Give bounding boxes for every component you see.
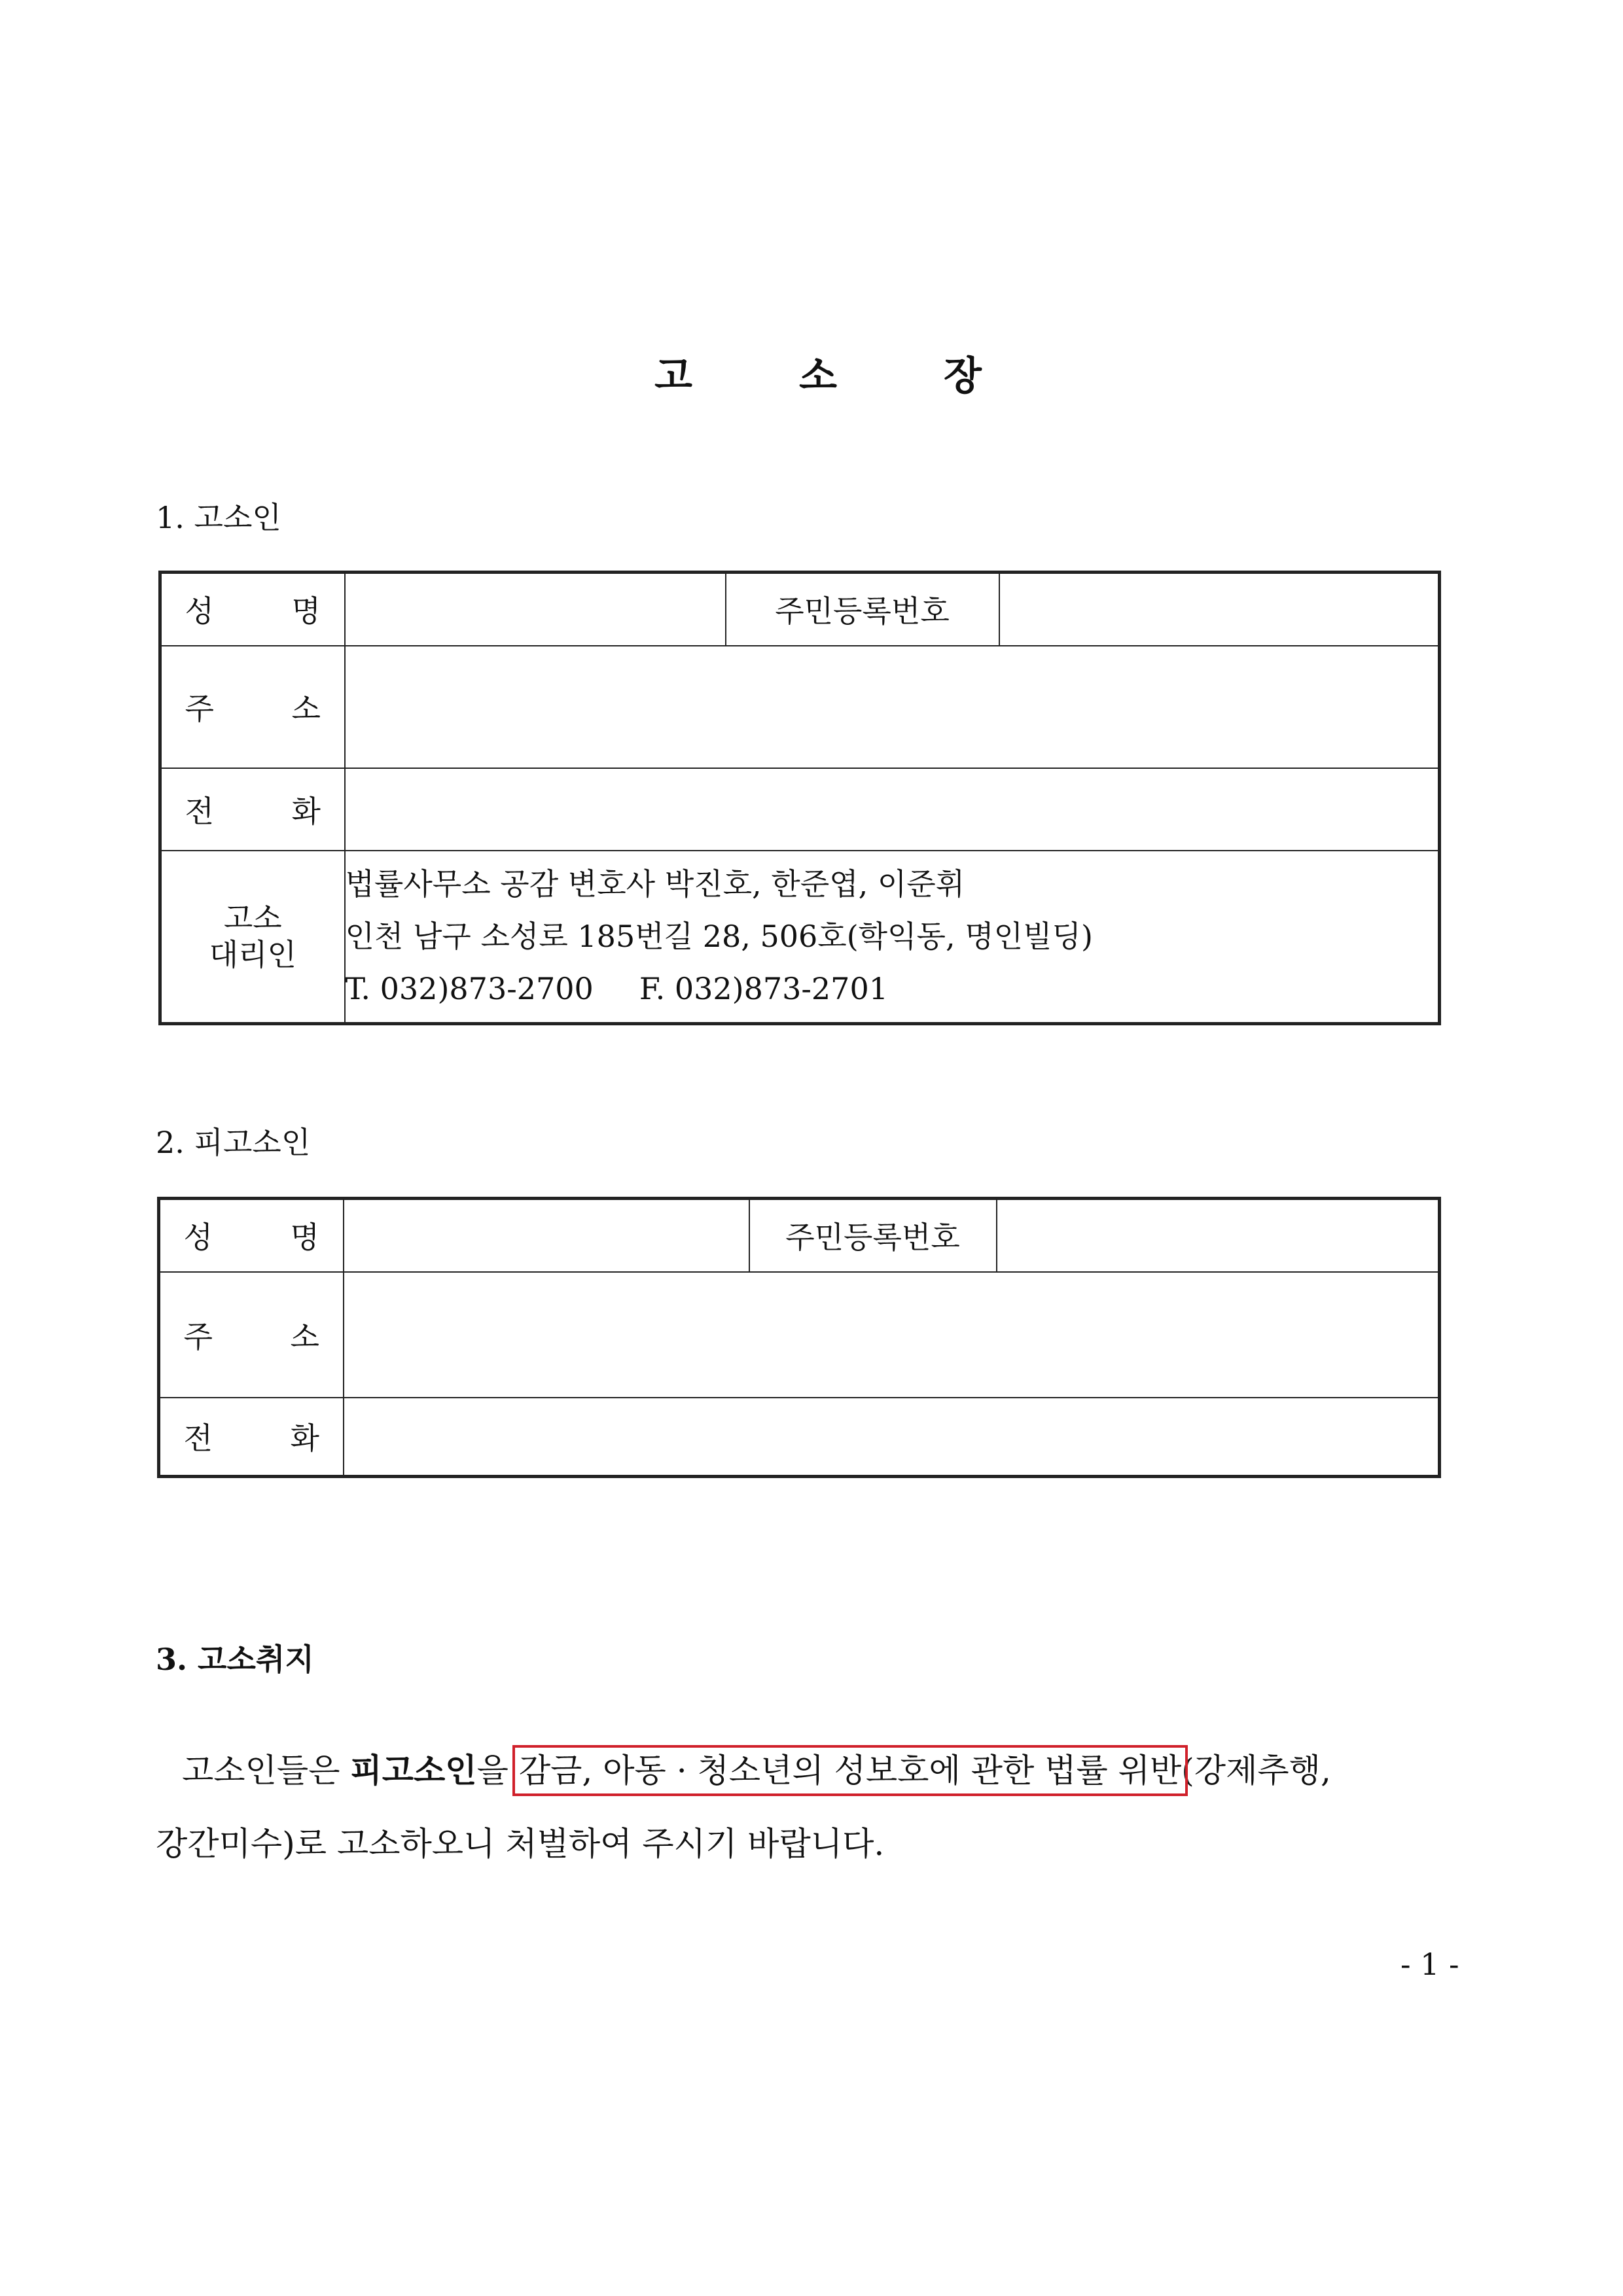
address-label: 주 소 xyxy=(159,1272,344,1398)
table-row xyxy=(159,1272,1440,1398)
table-row xyxy=(160,768,1440,851)
table-row xyxy=(160,851,1440,1024)
agent-fax: F. 032)873-2701 xyxy=(639,971,888,1007)
address-value xyxy=(345,646,1440,768)
purpose-text: 고소인들은 xyxy=(182,1752,351,1790)
rrn-label: 주민등록번호 xyxy=(749,1199,997,1272)
address-value xyxy=(344,1272,1440,1398)
agent-tel: T. 032)873-2700 xyxy=(345,971,594,1007)
purpose-text: 을 xyxy=(476,1752,519,1790)
rrn-value xyxy=(999,573,1440,646)
table-row xyxy=(159,1398,1440,1477)
agent-address: 인천 남구 소성로 185번길 28, 506호(학익동, 명인빌딩) xyxy=(345,919,1093,955)
agent-label: 고소 대리인 xyxy=(160,851,345,1024)
phone-label: 전 화 xyxy=(160,768,345,851)
accused-table xyxy=(157,1197,1441,1478)
name-label: 성 명 xyxy=(160,573,345,646)
purpose-line-1 xyxy=(156,1734,1465,1807)
name-value xyxy=(345,573,726,646)
complaint-purpose-paragraph xyxy=(156,1734,1465,1881)
agent-value xyxy=(345,851,1440,1024)
rrn-value xyxy=(997,1199,1440,1272)
highlighted-charges: 감금, 아동 · 청소년의 성보호에 관한 법률 위반 xyxy=(518,1752,1182,1790)
name-value xyxy=(344,1199,749,1272)
title-char: 고 xyxy=(654,353,692,399)
rrn-label: 주민등록번호 xyxy=(726,573,999,646)
agent-phone-fax xyxy=(346,963,1438,1015)
table-row xyxy=(159,1199,1440,1272)
complainant-table xyxy=(158,571,1441,1025)
section-heading-purpose: 3. 고소취지 xyxy=(156,1642,314,1677)
page-number: - 1 - xyxy=(1400,1947,1459,1982)
address-label: 주 소 xyxy=(160,646,345,768)
table-row xyxy=(160,646,1440,768)
phone-value xyxy=(345,768,1440,851)
agent-lawyers: 법률사무소 공감 변호사 박진호, 한준엽, 이준휘 xyxy=(345,866,965,902)
name-label: 성 명 xyxy=(159,1199,344,1272)
section-heading-complainant: 1. 고소인 xyxy=(156,500,281,535)
table-row xyxy=(160,573,1440,646)
accused-term: 피고소인 xyxy=(350,1751,477,1790)
purpose-text: (강제추행, xyxy=(1181,1752,1331,1790)
phone-value xyxy=(344,1398,1440,1477)
section-heading-accused: 2. 피고소인 xyxy=(156,1125,311,1160)
document-title xyxy=(654,347,982,399)
purpose-line-2: 강간미수)로 고소하오니 처벌하여 주시기 바랍니다. xyxy=(156,1825,885,1863)
title-char: 소 xyxy=(799,353,837,399)
phone-label: 전 화 xyxy=(159,1398,344,1477)
title-char: 장 xyxy=(944,353,982,399)
